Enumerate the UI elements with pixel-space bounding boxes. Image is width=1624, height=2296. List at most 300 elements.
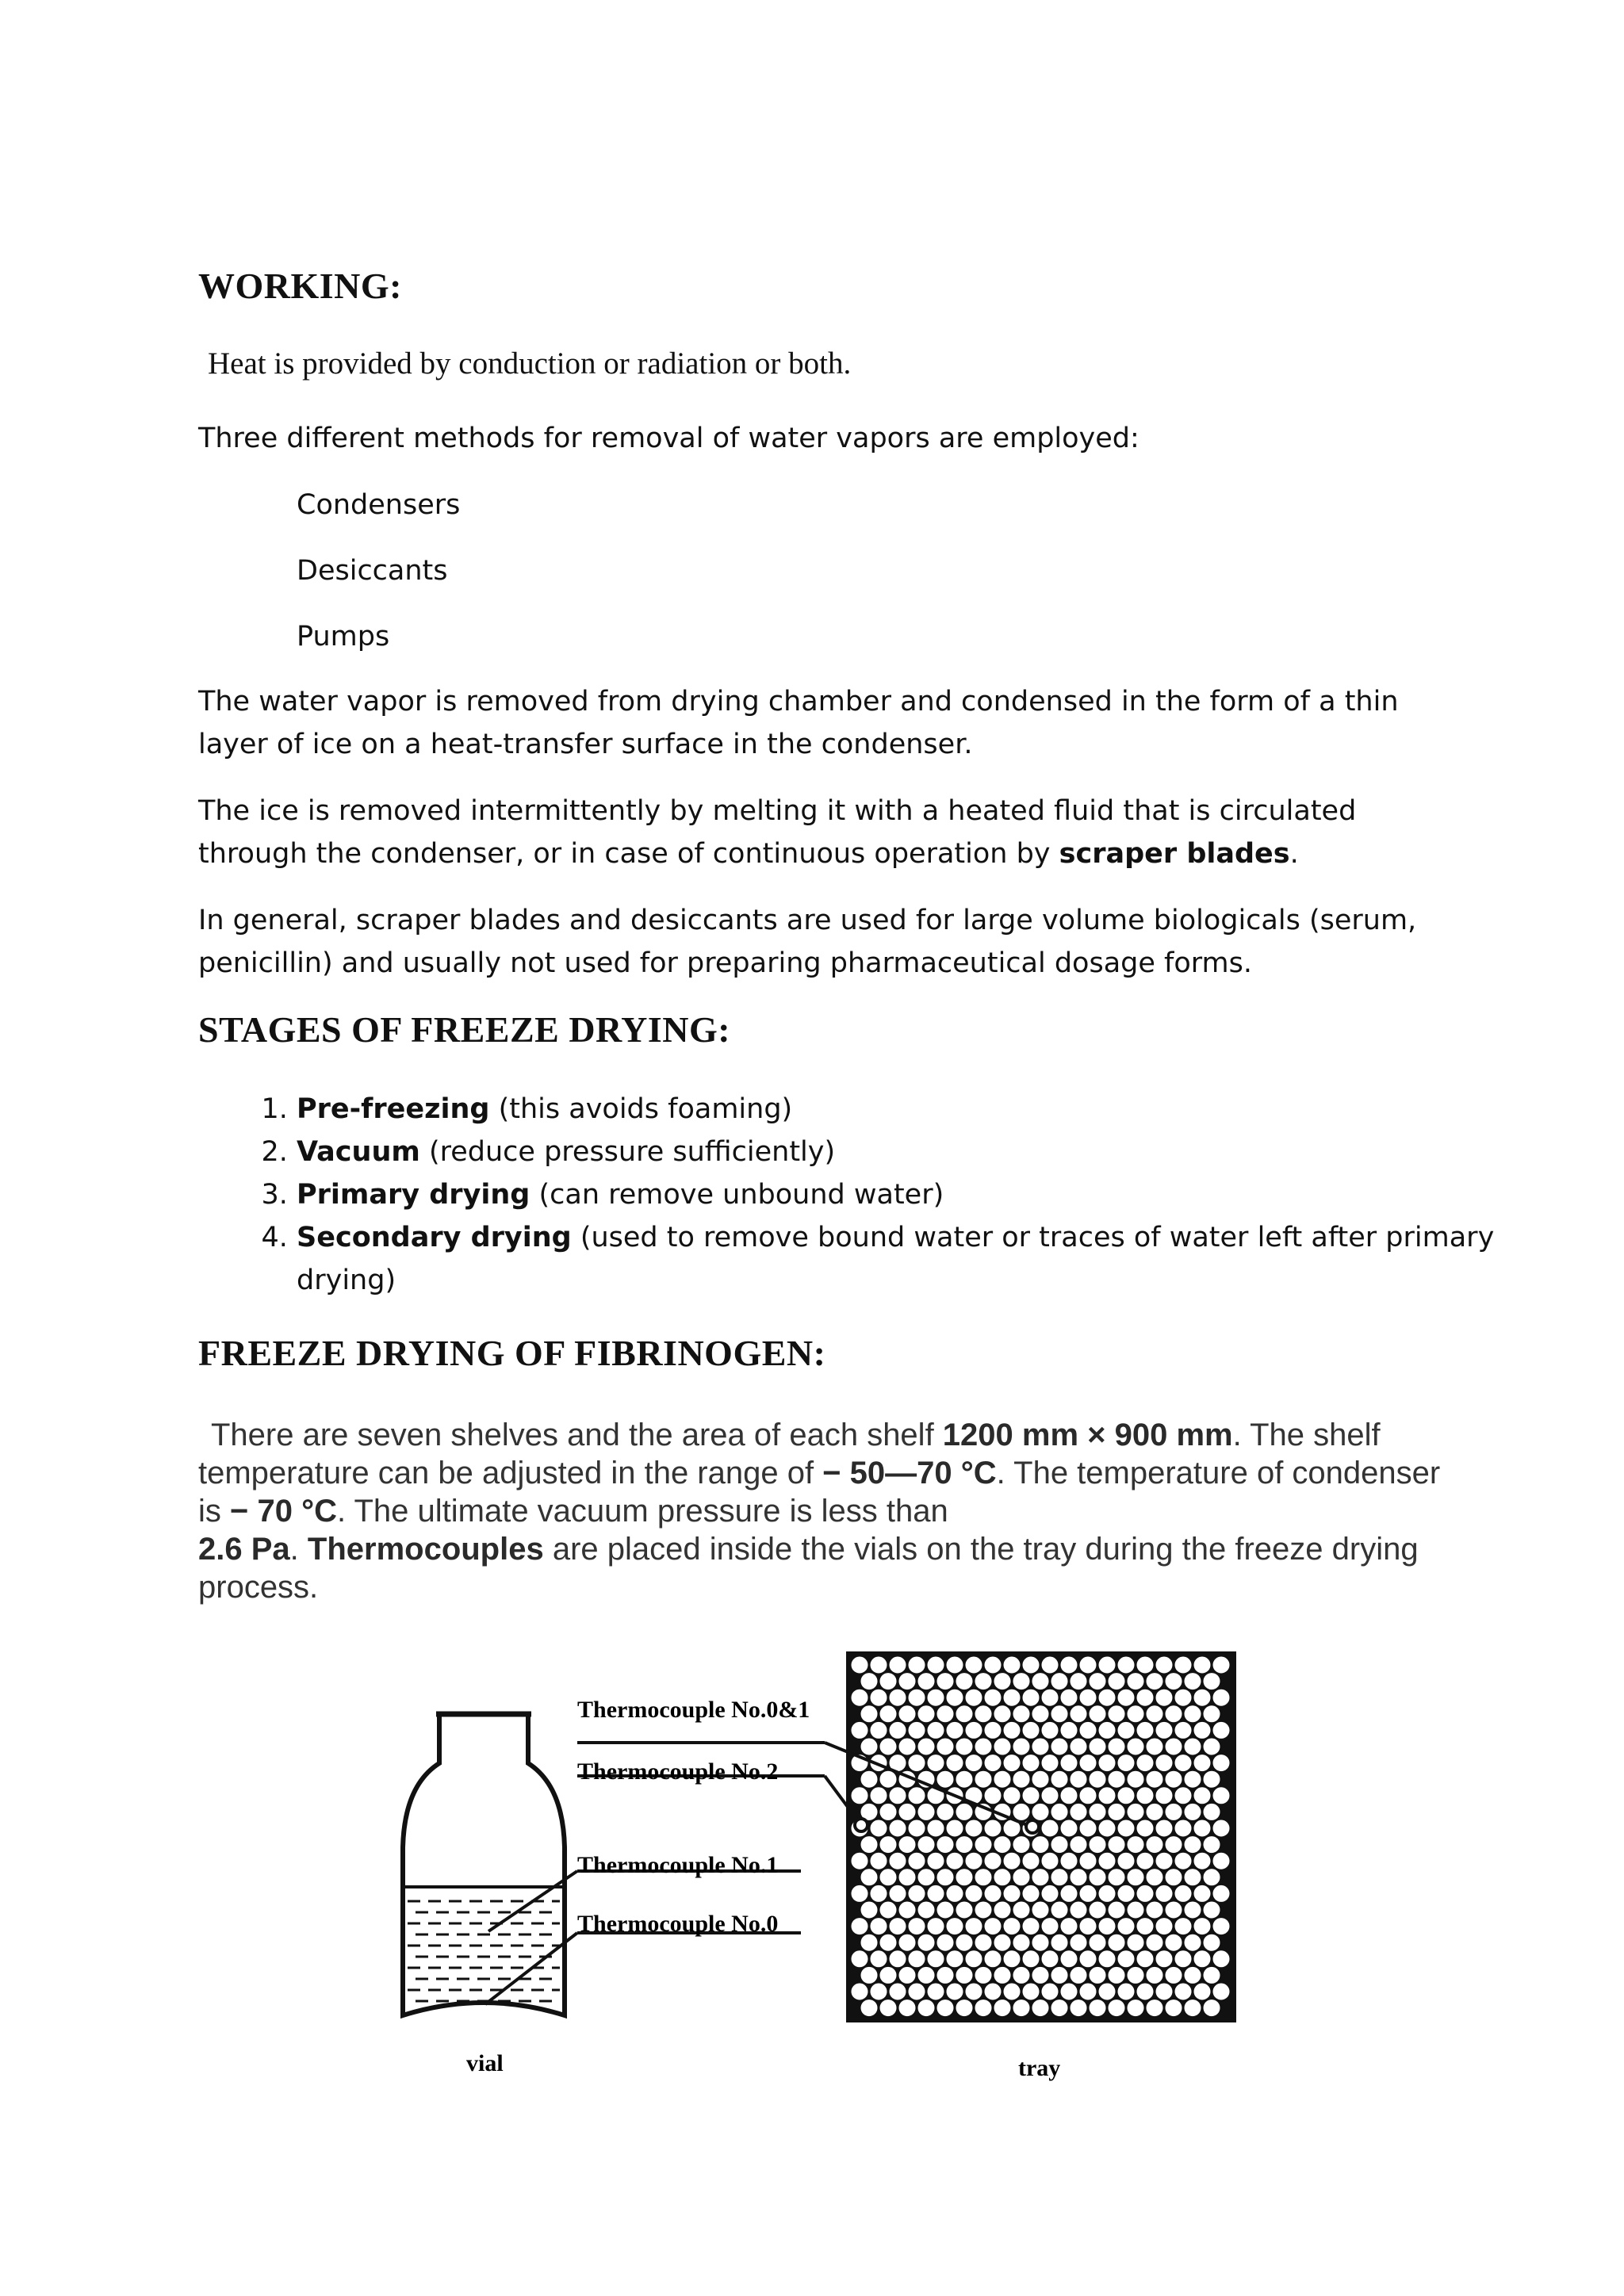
- tray-vial-hole: [1022, 1983, 1040, 2001]
- tray-vial-hole: [946, 1950, 964, 1968]
- tray-vial-hole: [1136, 1820, 1155, 1838]
- tray-vial-hole: [1165, 1934, 1183, 1952]
- tray-vial-hole: [1079, 1689, 1097, 1707]
- tray-vial-hole: [1108, 1770, 1126, 1789]
- tray-vial-hole: [851, 1721, 869, 1739]
- tray-vial-hole: [1051, 1803, 1069, 1821]
- tray-vial-hole: [1193, 1689, 1212, 1707]
- tray-vial-hole: [936, 1901, 955, 1919]
- tray-vial-hole: [860, 1835, 879, 1854]
- tray-vial-hole: [1127, 1934, 1145, 1952]
- tray-vial-hole: [1089, 1835, 1107, 1854]
- tray-vial-hole: [1060, 1917, 1078, 1935]
- tray-vial-hole: [975, 1999, 993, 2017]
- tray-vial-hole: [860, 1672, 879, 1690]
- tray-diagram: [848, 1654, 1234, 2020]
- tray-vial-hole: [965, 1917, 983, 1935]
- tray-vial-hole: [1013, 1738, 1031, 1756]
- tray-vial-hole: [975, 1705, 993, 1723]
- tray-vial-hole: [1127, 1770, 1145, 1789]
- tray-vial-hole: [956, 1672, 974, 1690]
- tray-vial-hole: [917, 1966, 936, 1984]
- tray-vial-hole: [889, 1885, 907, 1903]
- tray-vial-hole: [1070, 1770, 1088, 1789]
- tray-vial-hole: [936, 1705, 955, 1723]
- tray-vial-hole: [1108, 1738, 1126, 1756]
- tray-vial-hole: [879, 1705, 898, 1723]
- tray-vial-hole: [1098, 1917, 1116, 1935]
- tray-vial-hole: [1212, 1950, 1231, 1968]
- tray-vial-hole: [1089, 1738, 1107, 1756]
- tray-vial-hole: [917, 1738, 936, 1756]
- tray-vial-hole: [1098, 1820, 1116, 1838]
- tray-vial-hole: [1098, 1885, 1116, 1903]
- tray-vial-hole: [965, 1656, 983, 1674]
- tray-vial-hole: [1165, 1672, 1183, 1690]
- tray-vial-hole: [994, 1705, 1012, 1723]
- tray-vial-hole: [1089, 1672, 1107, 1690]
- tray-vial-hole: [1203, 1770, 1221, 1789]
- tray-vial-hole: [956, 1803, 974, 1821]
- tray-vial-hole: [1146, 1835, 1164, 1854]
- tray-vial-hole: [1070, 1672, 1088, 1690]
- tray-vial-hole: [1184, 1770, 1202, 1789]
- tray-vial-hole: [870, 1721, 888, 1739]
- tray-vial-hole: [1041, 1656, 1059, 1674]
- tray-vial-hole: [1098, 1721, 1116, 1739]
- tray-vial-hole: [927, 1852, 945, 1870]
- tray-vial-hole: [1165, 1705, 1183, 1723]
- tray-vial-hole: [1022, 1852, 1040, 1870]
- tray-vial-hole: [1146, 1966, 1164, 1984]
- tray-vial-hole: [851, 1689, 869, 1707]
- stage-item: 1. Pre-freezing (this avoids foaming): [297, 1088, 1534, 1131]
- tray-vial-hole: [1051, 1672, 1069, 1690]
- tray-vial-hole: [975, 1738, 993, 1756]
- tray-vial-hole: [1051, 1705, 1069, 1723]
- tray-vial-hole: [1003, 1983, 1021, 2001]
- tray-vial-hole: [994, 1868, 1012, 1886]
- tray-vial-hole: [1203, 1966, 1221, 1984]
- tray-vial-hole: [851, 1852, 869, 1870]
- tray-vial-hole: [1022, 1917, 1040, 1935]
- tray-vial-hole: [1146, 1999, 1164, 2017]
- tray-vial-hole: [1203, 1934, 1221, 1952]
- tray-vial-hole: [927, 1983, 945, 2001]
- tray-vial-hole: [1070, 1934, 1088, 1952]
- tray-vial-hole: [879, 1803, 898, 1821]
- tray-vial-hole: [870, 1917, 888, 1935]
- tray-vial-hole: [1022, 1754, 1040, 1772]
- tray-vial-hole: [1212, 1786, 1231, 1804]
- tray-vial-hole: [908, 1852, 926, 1870]
- tray-vial-hole: [1117, 1721, 1136, 1739]
- tray-vial-hole: [984, 1820, 1002, 1838]
- tray-vial-hole: [870, 1656, 888, 1674]
- tray-vial-hole: [870, 1885, 888, 1903]
- tray-vial-hole: [975, 1770, 993, 1789]
- tray-vial-hole: [1174, 1852, 1193, 1870]
- tray-vial-hole: [1117, 1852, 1136, 1870]
- tray-vial-hole: [889, 1950, 907, 1968]
- label-thermocouple-0: Thermocouple No.0: [577, 1911, 779, 1937]
- tray-vial-hole: [1136, 1754, 1155, 1772]
- tray-vial-hole: [908, 1721, 926, 1739]
- tray-vial-hole: [1174, 1754, 1193, 1772]
- tray-vial-hole: [1212, 1885, 1231, 1903]
- tray-caption: tray: [1018, 2055, 1061, 2081]
- tray-vial-hole: [1117, 1950, 1136, 1968]
- tray-vial-hole: [1203, 1901, 1221, 1919]
- tray-vial-hole: [879, 1672, 898, 1690]
- tray-vial-hole: [956, 1966, 974, 1984]
- tray-vial-hole: [965, 1950, 983, 1968]
- tray-vial-hole: [1060, 1885, 1078, 1903]
- tray-vial-hole: [898, 1966, 917, 1984]
- stages-heading: STAGES OF FREEZE DRYING:: [198, 1009, 731, 1050]
- tray-vial-hole: [1108, 1868, 1126, 1886]
- tray-vial-hole: [851, 1885, 869, 1903]
- tray-vial-hole: [1089, 1966, 1107, 1984]
- tray-vial-hole: [1013, 1803, 1031, 1821]
- tray-vial-hole: [870, 1786, 888, 1804]
- tray-vial-hole: [889, 1786, 907, 1804]
- tray-vial-hole: [1174, 1656, 1193, 1674]
- tray-vial-hole: [898, 1672, 917, 1690]
- tray-vial-hole: [946, 1820, 964, 1838]
- tray-vial-hole: [860, 1868, 879, 1886]
- tray-vial-hole: [898, 1901, 917, 1919]
- tray-vial-hole: [1184, 1999, 1202, 2017]
- tray-vial-hole: [946, 1852, 964, 1870]
- tray-vial-hole: [965, 1852, 983, 1870]
- tray-vial-hole: [1146, 1705, 1164, 1723]
- tray-vial-hole: [1003, 1786, 1021, 1804]
- tray-vial-hole: [917, 1999, 936, 2017]
- tray-vial-hole: [946, 1983, 964, 2001]
- tray-vial-hole: [994, 1901, 1012, 1919]
- label-thermocouple-1: Thermocouple No.1: [577, 1852, 779, 1878]
- tray-vial-hole: [870, 1852, 888, 1870]
- tray-vial-hole: [1060, 1852, 1078, 1870]
- tray-vial-hole: [1184, 1966, 1202, 1984]
- tray-vial-hole: [1051, 1868, 1069, 1886]
- tray-vial-hole: [1060, 1786, 1078, 1804]
- tray-vial-hole: [1203, 1738, 1221, 1756]
- tray-vial-hole: [1146, 1803, 1164, 1821]
- tray-vial-hole: [1013, 1672, 1031, 1690]
- tray-vial-hole: [1070, 1738, 1088, 1756]
- tray-vial-hole: [975, 1672, 993, 1690]
- tray-vial-hole: [1117, 1786, 1136, 1804]
- tray-vial-hole: [927, 1656, 945, 1674]
- tray-vial-hole: [879, 1835, 898, 1854]
- tray-vial-hole: [1212, 1656, 1231, 1674]
- tray-vial-hole: [1070, 1803, 1088, 1821]
- tray-vial-hole: [1089, 1999, 1107, 2017]
- tray-vial-hole: [1136, 1852, 1155, 1870]
- tray-vial-hole: [1165, 1999, 1183, 2017]
- tray-vial-hole: [1079, 1852, 1097, 1870]
- tray-vial-hole: [1155, 1983, 1174, 2001]
- tray-vial-hole: [936, 1868, 955, 1886]
- tray-vial-hole: [1079, 1721, 1097, 1739]
- tray-vial-hole: [946, 1721, 964, 1739]
- tray-vial-hole: [1032, 1705, 1050, 1723]
- tray-vial-hole: [1203, 1803, 1221, 1821]
- tray-vial-hole: [1117, 1689, 1136, 1707]
- tray-vial-hole: [917, 1803, 936, 1821]
- tray-vial-hole: [936, 1934, 955, 1952]
- tray-vial-hole: [1022, 1689, 1040, 1707]
- tray-vial-hole: [994, 1672, 1012, 1690]
- method-item-desiccants: Desiccants: [297, 555, 448, 587]
- tray-vial-hole: [1089, 1770, 1107, 1789]
- tray-vial-hole: [1079, 1885, 1097, 1903]
- tray-vial-hole: [1203, 1672, 1221, 1690]
- tray-vial-hole: [1193, 1885, 1212, 1903]
- tray-vial-hole: [1136, 1885, 1155, 1903]
- tray-vial-hole: [1184, 1672, 1202, 1690]
- tray-vial-hole: [889, 1721, 907, 1739]
- tray-vial-hole: [1212, 1852, 1231, 1870]
- tray-vial-hole: [1155, 1917, 1174, 1935]
- tray-vial-hole: [898, 1835, 917, 1854]
- tray-vial-hole: [1041, 1689, 1059, 1707]
- tray-vial-hole: [1193, 1754, 1212, 1772]
- tray-vial-hole: [1003, 1754, 1021, 1772]
- tray-vial-hole: [1041, 1754, 1059, 1772]
- tray-vial-hole: [1089, 1803, 1107, 1821]
- tray-vial-hole: [936, 1999, 955, 2017]
- tray-vial-hole: [1098, 1950, 1116, 1968]
- tray-vial-hole: [1203, 1868, 1221, 1886]
- tray-vial-hole: [860, 1705, 879, 1723]
- tray-vial-hole: [965, 1689, 983, 1707]
- tray-vial-hole: [1051, 1934, 1069, 1952]
- tray-vial-hole: [1165, 1738, 1183, 1756]
- tray-vial-hole: [994, 1999, 1012, 2017]
- label-thermocouple-2: Thermocouple No.2: [577, 1758, 779, 1785]
- tray-vial-hole: [1079, 1786, 1097, 1804]
- tray-vial-hole: [965, 1754, 983, 1772]
- tray-vial-hole: [898, 1999, 917, 2017]
- tray-vial-hole: [1079, 1820, 1097, 1838]
- tray-vial-hole: [1051, 1966, 1069, 1984]
- tray-vial-hole: [927, 1820, 945, 1838]
- tray-vial-hole: [1089, 1705, 1107, 1723]
- tray-vial-hole: [1060, 1689, 1078, 1707]
- tray-vial-hole: [1070, 1835, 1088, 1854]
- tray-vial-hole: [1041, 1983, 1059, 2001]
- tray-vial-hole: [1079, 1656, 1097, 1674]
- tray-vial-hole: [1041, 1721, 1059, 1739]
- tray-vial-hole: [1013, 1999, 1031, 2017]
- tray-vial-hole: [1155, 1656, 1174, 1674]
- tray-vial-hole: [1155, 1721, 1174, 1739]
- tray-vial-hole: [965, 1721, 983, 1739]
- tray-vial-hole: [917, 1705, 936, 1723]
- tray-vial-hole: [1079, 1950, 1097, 1968]
- tray-vial-hole: [1203, 1999, 1221, 2017]
- tray-vial-hole: [956, 1738, 974, 1756]
- tray-vial-hole: [1136, 1689, 1155, 1707]
- tray-vial-hole: [1032, 1738, 1050, 1756]
- tray-vial-hole: [1165, 1868, 1183, 1886]
- tray-vial-hole: [1174, 1820, 1193, 1838]
- tray-vial-hole: [1146, 1738, 1164, 1756]
- tray-vial-hole: [946, 1689, 964, 1707]
- tray-vial-hole: [879, 1868, 898, 1886]
- tray-vial-hole: [1127, 1966, 1145, 1984]
- tray-vial-hole: [1108, 1966, 1126, 1984]
- tray-vial-hole: [1136, 1917, 1155, 1935]
- tray-vial-hole: [879, 1770, 898, 1789]
- tray-vial-hole: [1041, 1786, 1059, 1804]
- tray-vial-hole: [1117, 1885, 1136, 1903]
- tray-vial-hole: [1127, 1738, 1145, 1756]
- tray-vial-hole: [1203, 1835, 1221, 1854]
- tray-vial-hole: [1165, 1835, 1183, 1854]
- tray-vial-hole: [1003, 1721, 1021, 1739]
- tray-vial-hole: [1165, 1770, 1183, 1789]
- tray-vial-hole: [1079, 1754, 1097, 1772]
- tray-vial-hole: [1013, 1934, 1031, 1952]
- tray-vial-hole: [1003, 1852, 1021, 1870]
- tray-vial-hole: [1089, 1934, 1107, 1952]
- tray-vial-hole: [1146, 1934, 1164, 1952]
- tray-vial-hole: [870, 1983, 888, 2001]
- tray-vial-hole: [956, 1901, 974, 1919]
- scraper-blades-emphasis: scraper blades: [1059, 838, 1290, 870]
- tray-vial-hole: [1070, 1901, 1088, 1919]
- tray-vial-hole: [1041, 1950, 1059, 1968]
- tray-vial-hole: [1212, 1917, 1231, 1935]
- tray-vial-hole: [1108, 1705, 1126, 1723]
- tray-vial-hole: [994, 1770, 1012, 1789]
- tray-vial-hole: [889, 1820, 907, 1838]
- tray-vial-hole: [860, 1966, 879, 1984]
- tray-vial-hole: [946, 1754, 964, 1772]
- tray-vial-hole: [917, 1934, 936, 1952]
- tray-vial-hole: [936, 1738, 955, 1756]
- tray-vial-hole: [1127, 1705, 1145, 1723]
- tray-vial-hole: [975, 1966, 993, 1984]
- methods-intro: Three different methods for removal of water vapors are employed:: [198, 423, 1139, 454]
- tray-vial-hole: [1127, 1672, 1145, 1690]
- tray-vial-hole: [984, 1852, 1002, 1870]
- tray-vial-hole: [946, 1885, 964, 1903]
- tray-vial-hole: [984, 1656, 1002, 1674]
- tray-vial-hole: [1212, 1721, 1231, 1739]
- tray-vial-hole: [1051, 1770, 1069, 1789]
- tray-vial-hole: [1060, 1950, 1078, 1968]
- tray-vial-hole: [898, 1934, 917, 1952]
- tray-vial-hole: [1098, 1852, 1116, 1870]
- tray-vial-hole: [1060, 1721, 1078, 1739]
- tray-vial-hole: [927, 1917, 945, 1935]
- tray-vial-hole: [851, 1983, 869, 2001]
- tray-vial-hole: [860, 1999, 879, 2017]
- tray-vial-hole: [917, 1835, 936, 1854]
- tray-vial-hole: [860, 1934, 879, 1952]
- tray-vial-hole: [1212, 1754, 1231, 1772]
- tray-vial-hole: [1041, 1820, 1059, 1838]
- tray-vial-hole: [1174, 1786, 1193, 1804]
- tray-vial-hole: [1032, 1803, 1050, 1821]
- tray-vial-hole: [1136, 1721, 1155, 1739]
- tray-vial-hole: [1155, 1786, 1174, 1804]
- tray-vial-hole: [1193, 1852, 1212, 1870]
- tray-vial-hole: [1070, 1966, 1088, 1984]
- tray-vial-hole: [956, 1835, 974, 1854]
- tray-vial-hole: [908, 1983, 926, 2001]
- tray-vial-hole: [1127, 1868, 1145, 1886]
- tray-vial-hole: [1070, 1705, 1088, 1723]
- working-heading: WORKING:: [198, 266, 402, 306]
- tray-vial-hole: [1136, 1950, 1155, 1968]
- tray-vial-hole: [984, 1689, 1002, 1707]
- tray-vial-hole: [851, 1786, 869, 1804]
- tray-vial-hole: [927, 1950, 945, 1968]
- tray-vial-hole: [1117, 1917, 1136, 1935]
- tray-vial-hole: [1051, 1999, 1069, 2017]
- tray-vial-hole: [1003, 1656, 1021, 1674]
- tray-vial-hole: [1013, 1705, 1031, 1723]
- tray-vial-hole: [1146, 1672, 1164, 1690]
- tray-vial-hole: [1003, 1885, 1021, 1903]
- stage-item: 4. Secondary drying (used to remove bound water or traces of water left after primary drying): [297, 1216, 1534, 1302]
- tray-vial-hole: [984, 1885, 1002, 1903]
- tray-vial-hole: [1022, 1950, 1040, 1968]
- tray-vial-hole: [936, 1835, 955, 1854]
- tray-vial-hole: [1155, 1950, 1174, 1968]
- tray-vial-hole: [984, 1917, 1002, 1935]
- tray-vial-hole: [851, 1950, 869, 1968]
- tray-vial-hole: [1013, 1770, 1031, 1789]
- tray-vial-hole: [975, 1868, 993, 1886]
- tray-vial-hole: [898, 1705, 917, 1723]
- tray-vial-hole: [1013, 1835, 1031, 1854]
- tray-vial-hole: [1013, 1966, 1031, 1984]
- tray-vial-hole: [984, 1950, 1002, 1968]
- tray-vial-hole: [908, 1754, 926, 1772]
- tray-vial-hole: [994, 1738, 1012, 1756]
- tray-vial-hole: [1032, 1672, 1050, 1690]
- vial-caption: vial: [466, 2050, 504, 2076]
- tray-vial-hole: [1212, 1983, 1231, 2001]
- tray-vial-hole: [889, 1689, 907, 1707]
- tray-vial-hole: [984, 1754, 1002, 1772]
- tray-vial-hole: [1174, 1983, 1193, 2001]
- tray-vial-hole: [1184, 1934, 1202, 1952]
- tray-vial-hole: [994, 1966, 1012, 1984]
- tray-vial-hole: [946, 1656, 964, 1674]
- tray-vial-hole: [1032, 1934, 1050, 1952]
- tray-vial-hole: [1184, 1803, 1202, 1821]
- tray-vial-hole: [908, 1786, 926, 1804]
- tray-vial-hole: [1022, 1786, 1040, 1804]
- tray-vial-hole: [1146, 1901, 1164, 1919]
- tray-vial-hole: [927, 1885, 945, 1903]
- tray-vial-hole: [1089, 1868, 1107, 1886]
- label-thermocouple-0-1: Thermocouple No.0&1: [577, 1697, 810, 1723]
- tray-vial-hole: [1155, 1885, 1174, 1903]
- tray-vial-hole: [946, 1917, 964, 1935]
- tray-vial-hole: [1117, 1820, 1136, 1838]
- tray-vial-hole: [1193, 1656, 1212, 1674]
- tray-vial-hole: [1041, 1885, 1059, 1903]
